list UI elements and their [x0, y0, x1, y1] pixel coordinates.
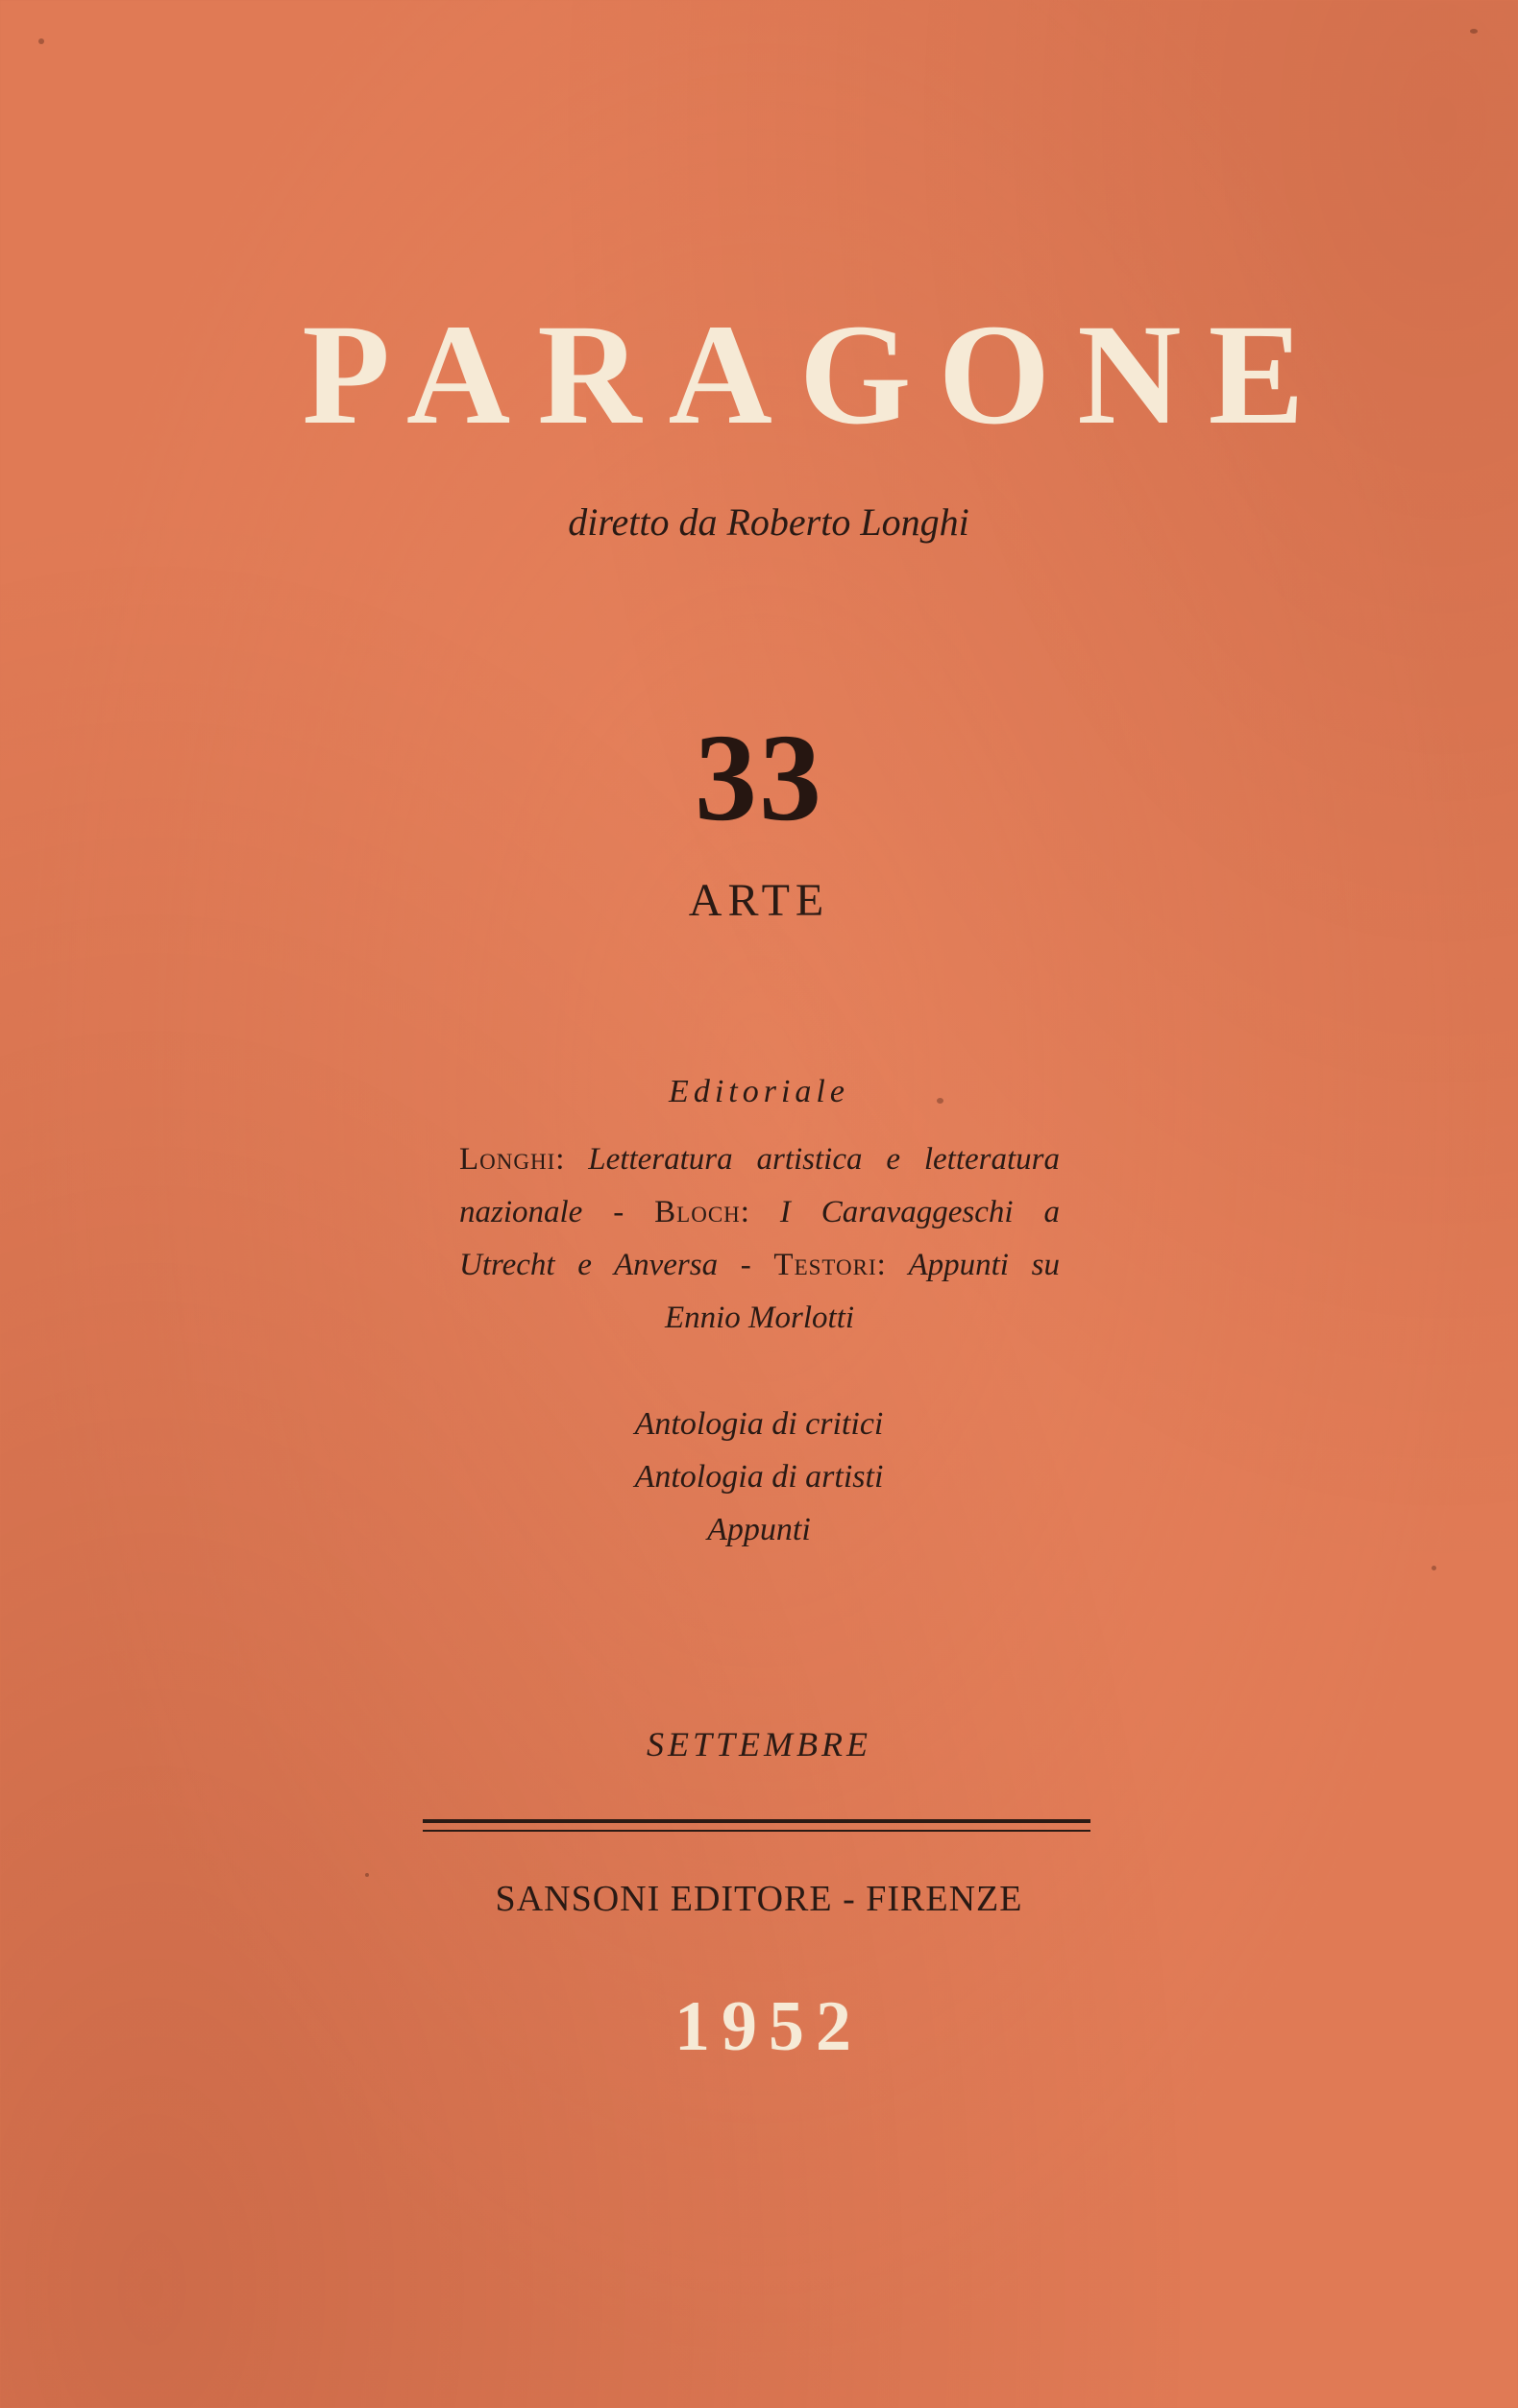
- title-dash: -: [582, 1195, 655, 1229]
- table-of-contents: [459, 1133, 1060, 1345]
- author-name: Bloch: [654, 1195, 741, 1229]
- divider-rule-thin: [423, 1830, 1090, 1832]
- publication-year: 1952: [674, 1987, 863, 2066]
- paper-speck: [365, 1873, 369, 1877]
- article-title: I Caravaggeschi a: [779, 1195, 1061, 1229]
- article-title: Appunti su: [908, 1248, 1060, 1282]
- contents-line: [459, 1239, 1060, 1292]
- section-item: Antologia di artisti: [634, 1459, 884, 1495]
- author-name: Testori: [773, 1248, 877, 1282]
- article-title: nazionale: [459, 1195, 583, 1229]
- publisher-line: SANSONI EDITORE - FIRENZE: [495, 1879, 1023, 1919]
- author-separator: :: [555, 1142, 589, 1177]
- author-separator: :: [876, 1248, 909, 1282]
- contents-line: [459, 1186, 1060, 1239]
- section-label: ARTE: [688, 875, 830, 926]
- author-separator: :: [740, 1195, 780, 1229]
- section-item: Antologia di critici: [634, 1406, 884, 1442]
- contents-line: [459, 1133, 1060, 1186]
- article-title: Ennio Morlotti: [664, 1301, 855, 1335]
- paper-speck: [937, 1098, 943, 1104]
- divider-rule-thick: [423, 1819, 1090, 1823]
- article-title: Utrecht e Anversa: [459, 1248, 719, 1282]
- section-item: Appunti: [707, 1512, 811, 1547]
- paper-speck: [1432, 1566, 1436, 1570]
- editor-line: diretto da Roberto Longhi: [568, 500, 969, 544]
- contents-line: [459, 1292, 1060, 1345]
- author-name: Longhi: [459, 1142, 556, 1177]
- issue-month: SETTEMBRE: [647, 1725, 871, 1763]
- title-dash: -: [718, 1248, 774, 1282]
- issue-number: 33: [695, 709, 823, 847]
- section-list: [0, 1398, 1518, 1556]
- editorial-label: Editoriale: [669, 1074, 849, 1109]
- masthead-title: PARAGONE: [302, 295, 1332, 454]
- paper-speck: [38, 38, 44, 44]
- paper-speck: [1470, 29, 1478, 34]
- article-title: Letteratura artistica e letteratura: [588, 1142, 1060, 1177]
